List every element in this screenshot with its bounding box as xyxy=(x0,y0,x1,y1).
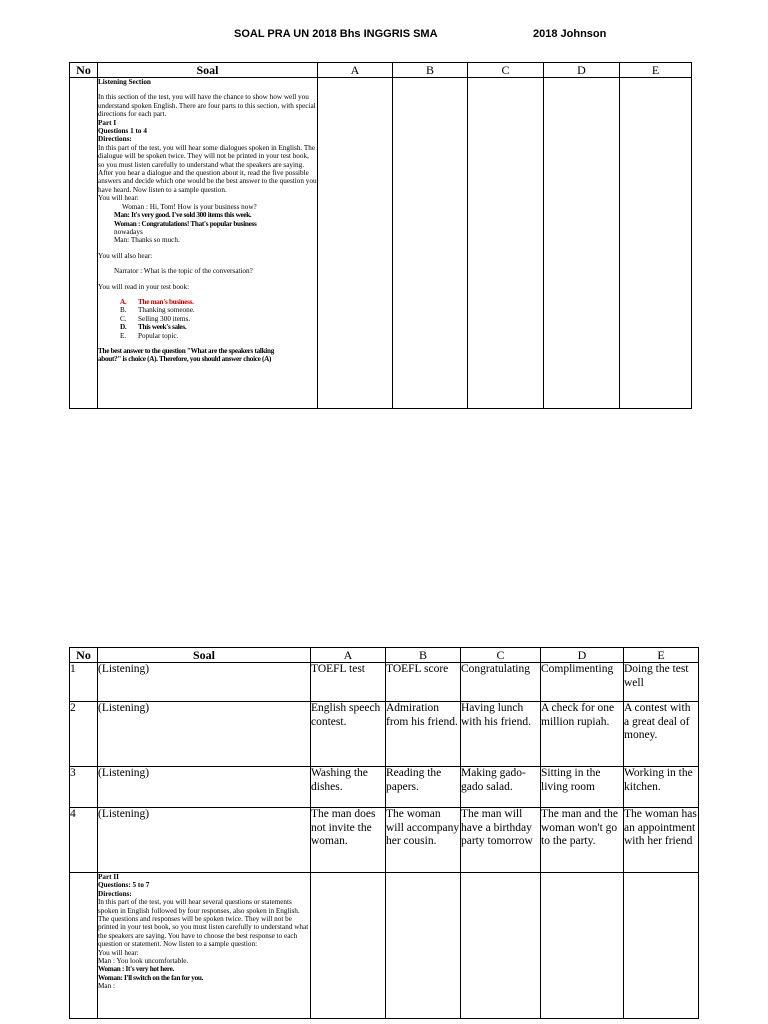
column-header-a: A xyxy=(318,63,393,78)
page-header xyxy=(0,28,768,44)
option-c: Making gado-gado salad. xyxy=(461,767,541,808)
part2-row xyxy=(70,873,699,1019)
column-header-no: No xyxy=(70,648,98,663)
column-header-d: D xyxy=(541,648,624,663)
option-e: A contest with a great deal of money. xyxy=(624,702,699,767)
no-cell xyxy=(70,873,98,1019)
dialogue-line: Woman: I'll switch on the fan for you. xyxy=(98,973,204,982)
you-will-hear: You will hear: xyxy=(98,194,139,203)
questions-table xyxy=(69,647,699,1019)
dialogue-line: Woman : It's very hot here. xyxy=(98,965,175,974)
column-header-soal: Soal xyxy=(98,648,311,663)
document-year-author: 2018 Johnson xyxy=(533,28,607,40)
you-will-hear: You will hear: xyxy=(98,948,139,957)
option-item: A. The man's business. xyxy=(120,297,194,306)
option-b: TOEFL score xyxy=(386,663,461,702)
question-soal: (Listening) xyxy=(98,767,311,808)
question-soal: (Listening) xyxy=(98,663,311,702)
answer-cell-d xyxy=(541,873,624,1019)
best-answer-line: about?" is choice (A). Therefore, you should answer choice (A) xyxy=(98,355,272,364)
column-header-b: B xyxy=(386,648,461,663)
section-title: Listening Section xyxy=(98,78,151,86)
sample-options xyxy=(98,298,317,340)
answer-cell-a xyxy=(311,873,386,1019)
answer-cell-c xyxy=(468,78,544,409)
option-item: D. This week's sales. xyxy=(120,323,187,332)
option-e: Working in the kitchen. xyxy=(624,767,699,808)
option-e: Doing the test well xyxy=(624,663,699,702)
listening-intro-row xyxy=(70,78,692,409)
option-b: The woman will accompany her cousin. xyxy=(386,808,461,873)
dialogue-line: Woman : Hi, Tom! How is your business now? xyxy=(122,202,257,211)
question-row xyxy=(70,702,699,767)
option-d: Sitting in the living room xyxy=(541,767,624,808)
option-d: A check for one million rupiah. xyxy=(541,702,624,767)
question-row xyxy=(70,808,699,873)
directions-text: In this part of the test, you will hear several questions or statements spoken in English followed by four responses, also spoken in English. The questions and responses will be spoken twice. They will not be printed in your test book, so you must listen carefully to understand what the speakers are saying. You have to choose the best response to each question or statement. Now listen to a sample question: xyxy=(98,898,309,949)
option-d: Complimenting xyxy=(541,663,624,702)
dialogue-line: Man : xyxy=(98,982,115,991)
best-answer-line: The best answer to the question "What are the speakers talking xyxy=(98,346,274,355)
also-hear: You will also hear: xyxy=(98,251,153,260)
question-number: 3 xyxy=(70,767,98,808)
dialogue-line: Man : You look uncomfortable. xyxy=(98,957,189,966)
dialogue-line: nowadays xyxy=(114,227,143,236)
no-cell xyxy=(70,78,98,409)
questions-label: Questions 1 to 4 xyxy=(98,127,147,136)
question-number: 1 xyxy=(70,663,98,702)
dialogue-line: Woman : Congratulations! That's popular business xyxy=(114,219,257,228)
question-soal: (Listening) xyxy=(98,808,311,873)
column-header-c: C xyxy=(468,63,544,78)
directions-text-2: After you hear a dialogue and the question about it, read the five possible answers and decide which one would be the best answer to the question you have heard. Now listen to a sample question. xyxy=(98,169,317,194)
option-d: The man and the woman won't go to the party. xyxy=(541,808,624,873)
section-intro: In this section of the test, you will have the chance to show how well you understand spoken English. There are four parts to this section, with special directions for each part. xyxy=(98,93,316,119)
column-header-b: B xyxy=(393,63,468,78)
column-header-d: D xyxy=(544,63,620,78)
answer-cell-a xyxy=(318,78,393,409)
answer-cell-e xyxy=(620,78,692,409)
option-item: B. Thanking someone. xyxy=(120,306,195,315)
answer-cell-c xyxy=(461,873,541,1019)
document-title: SOAL PRA UN 2018 Bhs INGGRIS SMA xyxy=(234,28,438,40)
column-header-e: E xyxy=(620,63,692,78)
option-c: The man will have a birthday party tomorrow xyxy=(461,808,541,873)
questions-label: Questions: 5 to 7 xyxy=(98,881,150,890)
question-number: 4 xyxy=(70,808,98,873)
directions-label: Directions: xyxy=(98,889,132,898)
narrator-line: Narrator : What is the topic of the conversation? xyxy=(114,267,253,276)
column-header-e: E xyxy=(624,648,699,663)
question-row xyxy=(70,767,699,808)
option-item: C. Selling 300 items. xyxy=(120,314,191,323)
option-item: E. Popular topic. xyxy=(120,331,179,340)
directions-text-1: In this part of the test, you will hear some dialogues spoken in English. The dialogue will be spoken twice. They will not be printed in your test book, so you must listen carefully to understand what the speakers are saying. xyxy=(98,143,316,169)
part-label: Part I xyxy=(98,118,117,127)
column-header-no: No xyxy=(70,63,98,78)
option-e: The woman has an appointment with her friend xyxy=(624,808,699,873)
answer-cell-d xyxy=(544,78,620,409)
answer-cell-b xyxy=(386,873,461,1019)
option-a: TOEFL test xyxy=(311,663,386,702)
option-a: Washing the dishes. xyxy=(311,767,386,808)
question-row xyxy=(70,663,699,702)
dialogue-line: Man: Thanks so much. xyxy=(114,236,180,245)
listening-instructions xyxy=(98,78,318,409)
option-a: English speech contest. xyxy=(311,702,386,767)
dialogue-line: Man: It's very good. I've sold 300 items this week. xyxy=(114,211,252,220)
option-b: Reading the papers. xyxy=(386,767,461,808)
question-soal: (Listening) xyxy=(98,702,311,767)
option-c: Congratulating xyxy=(461,663,541,702)
read-in-book: You will read in your test book: xyxy=(98,282,190,291)
column-header-a: A xyxy=(311,648,386,663)
part-label: Part II xyxy=(98,873,119,881)
column-header-soal: Soal xyxy=(98,63,318,78)
column-header-c: C xyxy=(461,648,541,663)
option-a: The man does not invite the woman. xyxy=(311,808,386,873)
option-b: Admiration from his friend. xyxy=(386,702,461,767)
option-c: Having lunch with his friend. xyxy=(461,702,541,767)
header-row xyxy=(70,648,699,663)
question-number: 2 xyxy=(70,702,98,767)
answer-cell-b xyxy=(393,78,468,409)
answer-cell-e xyxy=(624,873,699,1019)
part2-instructions xyxy=(98,873,311,1019)
directions-label: Directions: xyxy=(98,135,132,144)
listening-intro-table xyxy=(69,62,692,409)
header-row xyxy=(70,63,692,78)
